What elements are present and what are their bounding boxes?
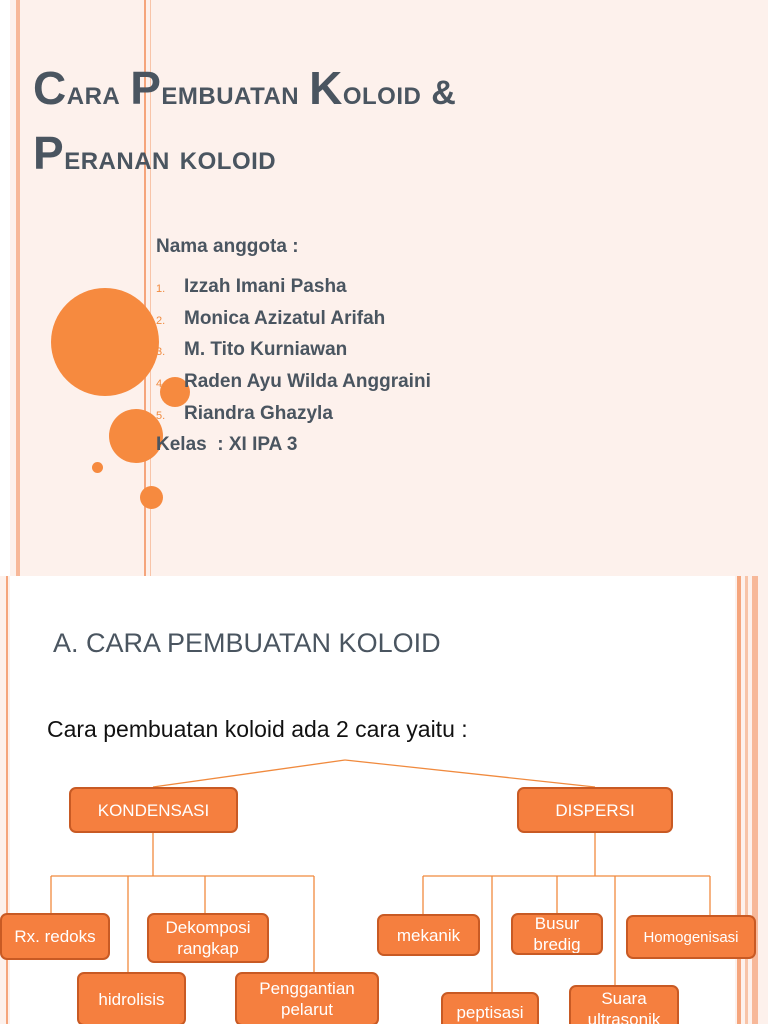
decorative-line — [16, 0, 20, 576]
connector-line — [153, 760, 345, 787]
kondensasi-node: KONDENSASI — [69, 787, 238, 833]
list-number: 2. — [156, 315, 166, 327]
list-number: 1. — [156, 283, 166, 295]
section-heading: A. CARA PEMBUATAN KOLOID — [53, 628, 441, 658]
dispersi-node: DISPERSI — [517, 787, 673, 833]
member-name: Izzah Imani Pasha — [184, 276, 347, 297]
member-name: Monica Azizatul Arifah — [184, 308, 386, 329]
redoks-node: Rx. redoks — [0, 913, 110, 960]
dekomposisi-node: Dekomposi rangkap — [147, 913, 269, 963]
penggantian-node: Penggantian pelarut — [235, 972, 379, 1024]
class-label: Kelas : XI IPA 3 — [156, 434, 298, 455]
mekanik-node: mekanik — [377, 914, 480, 956]
member-name: Raden Ayu Wilda Anggraini — [184, 371, 431, 392]
decorative-circle — [92, 462, 103, 473]
slide-title — [33, 58, 753, 188]
member-name: M. Tito Kurniawan — [184, 339, 348, 360]
homogenisasi-node: Homogenisasi — [626, 915, 756, 959]
busur-bredig-node: Busur bredig — [511, 913, 603, 955]
peptisasi-node: peptisasi — [441, 992, 539, 1024]
list-number: 4. — [156, 378, 166, 390]
member-name: Riandra Ghazyla — [184, 403, 333, 424]
decorative-circle — [109, 409, 166, 463]
section-subheading: Cara pembuatan koloid ada 2 cara yaitu : — [47, 716, 468, 742]
connector-line — [345, 760, 595, 787]
title-line-2: Peranan koloid — [33, 127, 277, 179]
content-slide — [0, 576, 768, 1024]
decorative-circle — [51, 288, 159, 396]
members-heading: Nama anggota : — [156, 236, 299, 257]
decorative-circle — [140, 486, 163, 509]
list-number: 3. — [156, 346, 166, 358]
title-line-1: Cara Pembuatan Koloid & — [33, 62, 457, 114]
hidrolisis-node: hidrolisis — [77, 972, 186, 1024]
suara-ultrasonik-node: Suara ultrasonik — [569, 985, 679, 1024]
list-number: 5. — [156, 410, 166, 422]
